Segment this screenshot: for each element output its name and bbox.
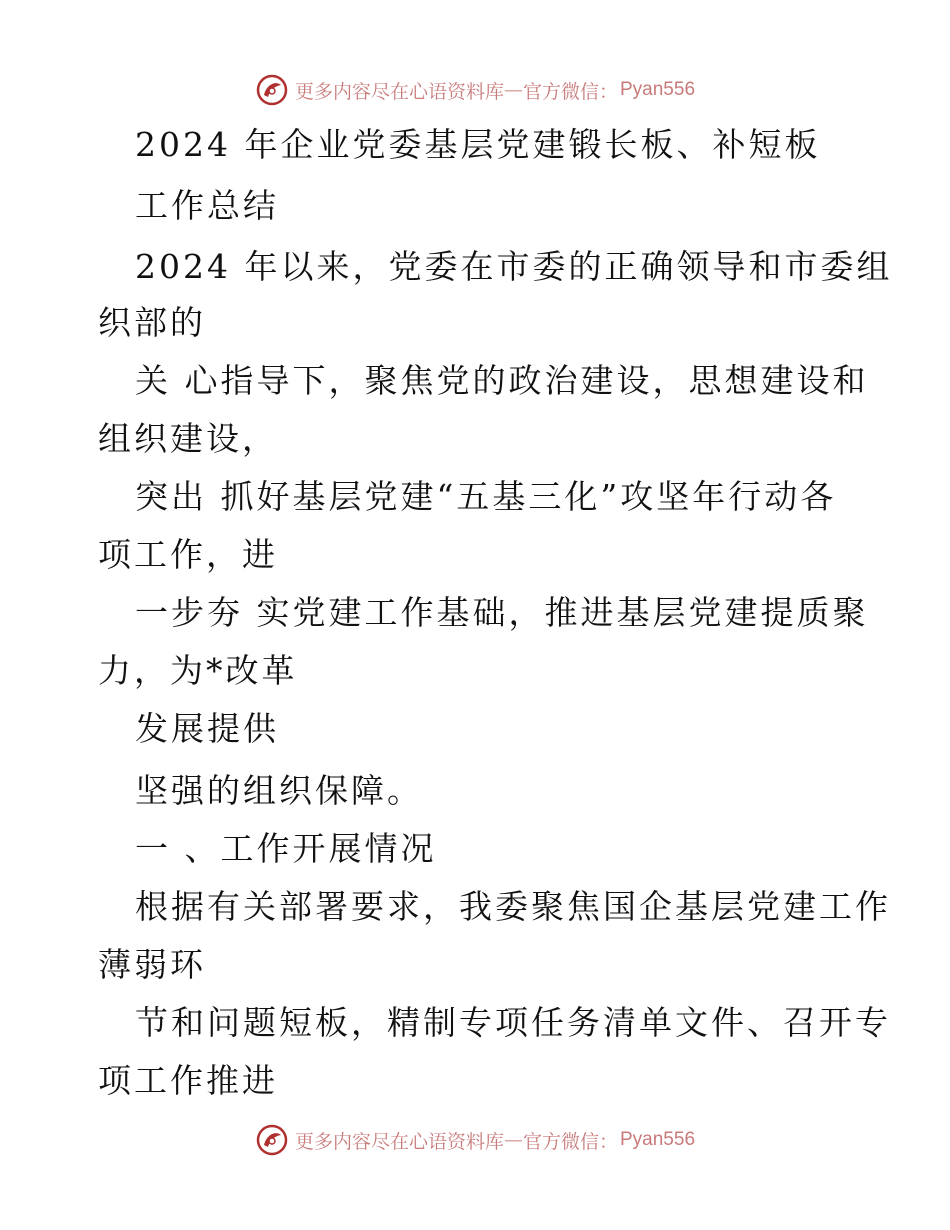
- paragraph-line: 组织建设，: [98, 419, 278, 458]
- document-title-line-2: 工作总结: [135, 186, 279, 225]
- paragraph-line: 坚强的组织保障。: [135, 771, 423, 810]
- banner-suffix: 官方微信：: [522, 1130, 618, 1153]
- banner-suffix: 官方微信：: [522, 80, 618, 103]
- footer-watermark-banner: [0, 1120, 950, 1160]
- paragraph-line: 力，为*改革: [98, 651, 298, 690]
- paragraph-line: 根据有关部署要求，我委聚焦国企基层党建工作: [135, 887, 891, 926]
- header-watermark-banner: [0, 70, 950, 110]
- banner-text: 更多内容尽在心语资料库: [294, 1130, 504, 1153]
- paragraph-line: 2024 年以来，党委在市委的正确领导和市委组: [135, 247, 893, 286]
- banner-account: Pyan556: [620, 1129, 696, 1150]
- section-heading: 一 、工作开展情况: [135, 829, 437, 868]
- banner-account: Pyan556: [620, 79, 696, 100]
- banner-text: 更多内容尽在心语资料库: [294, 80, 504, 103]
- logo-icon: [255, 73, 289, 107]
- paragraph-line: 项工作，进: [98, 535, 278, 574]
- paragraph-line: 织部的: [98, 303, 206, 342]
- paragraph-line: 突出 抓好基层党建“五基三化”攻坚年行动各: [135, 477, 837, 516]
- paragraph-line: 薄弱环: [98, 945, 206, 984]
- paragraph-line: 节和问题短板，精制专项任务清单文件、召开专: [135, 1003, 891, 1042]
- logo-icon: [255, 1123, 289, 1157]
- banner-separator: —: [503, 79, 523, 101]
- paragraph-line: 发展提供: [135, 709, 279, 748]
- paragraph-line: 关 心指导下，聚焦党的政治建设，思想建设和: [135, 361, 869, 400]
- document-title-line-1: 2024 年企业党委基层党建锻长板、补短板: [135, 125, 821, 164]
- banner-separator: —: [503, 1129, 523, 1151]
- paragraph-line: 一步夯 实党建工作基础，推进基层党建提质聚: [135, 593, 869, 632]
- paragraph-line: 项工作推进: [98, 1061, 278, 1100]
